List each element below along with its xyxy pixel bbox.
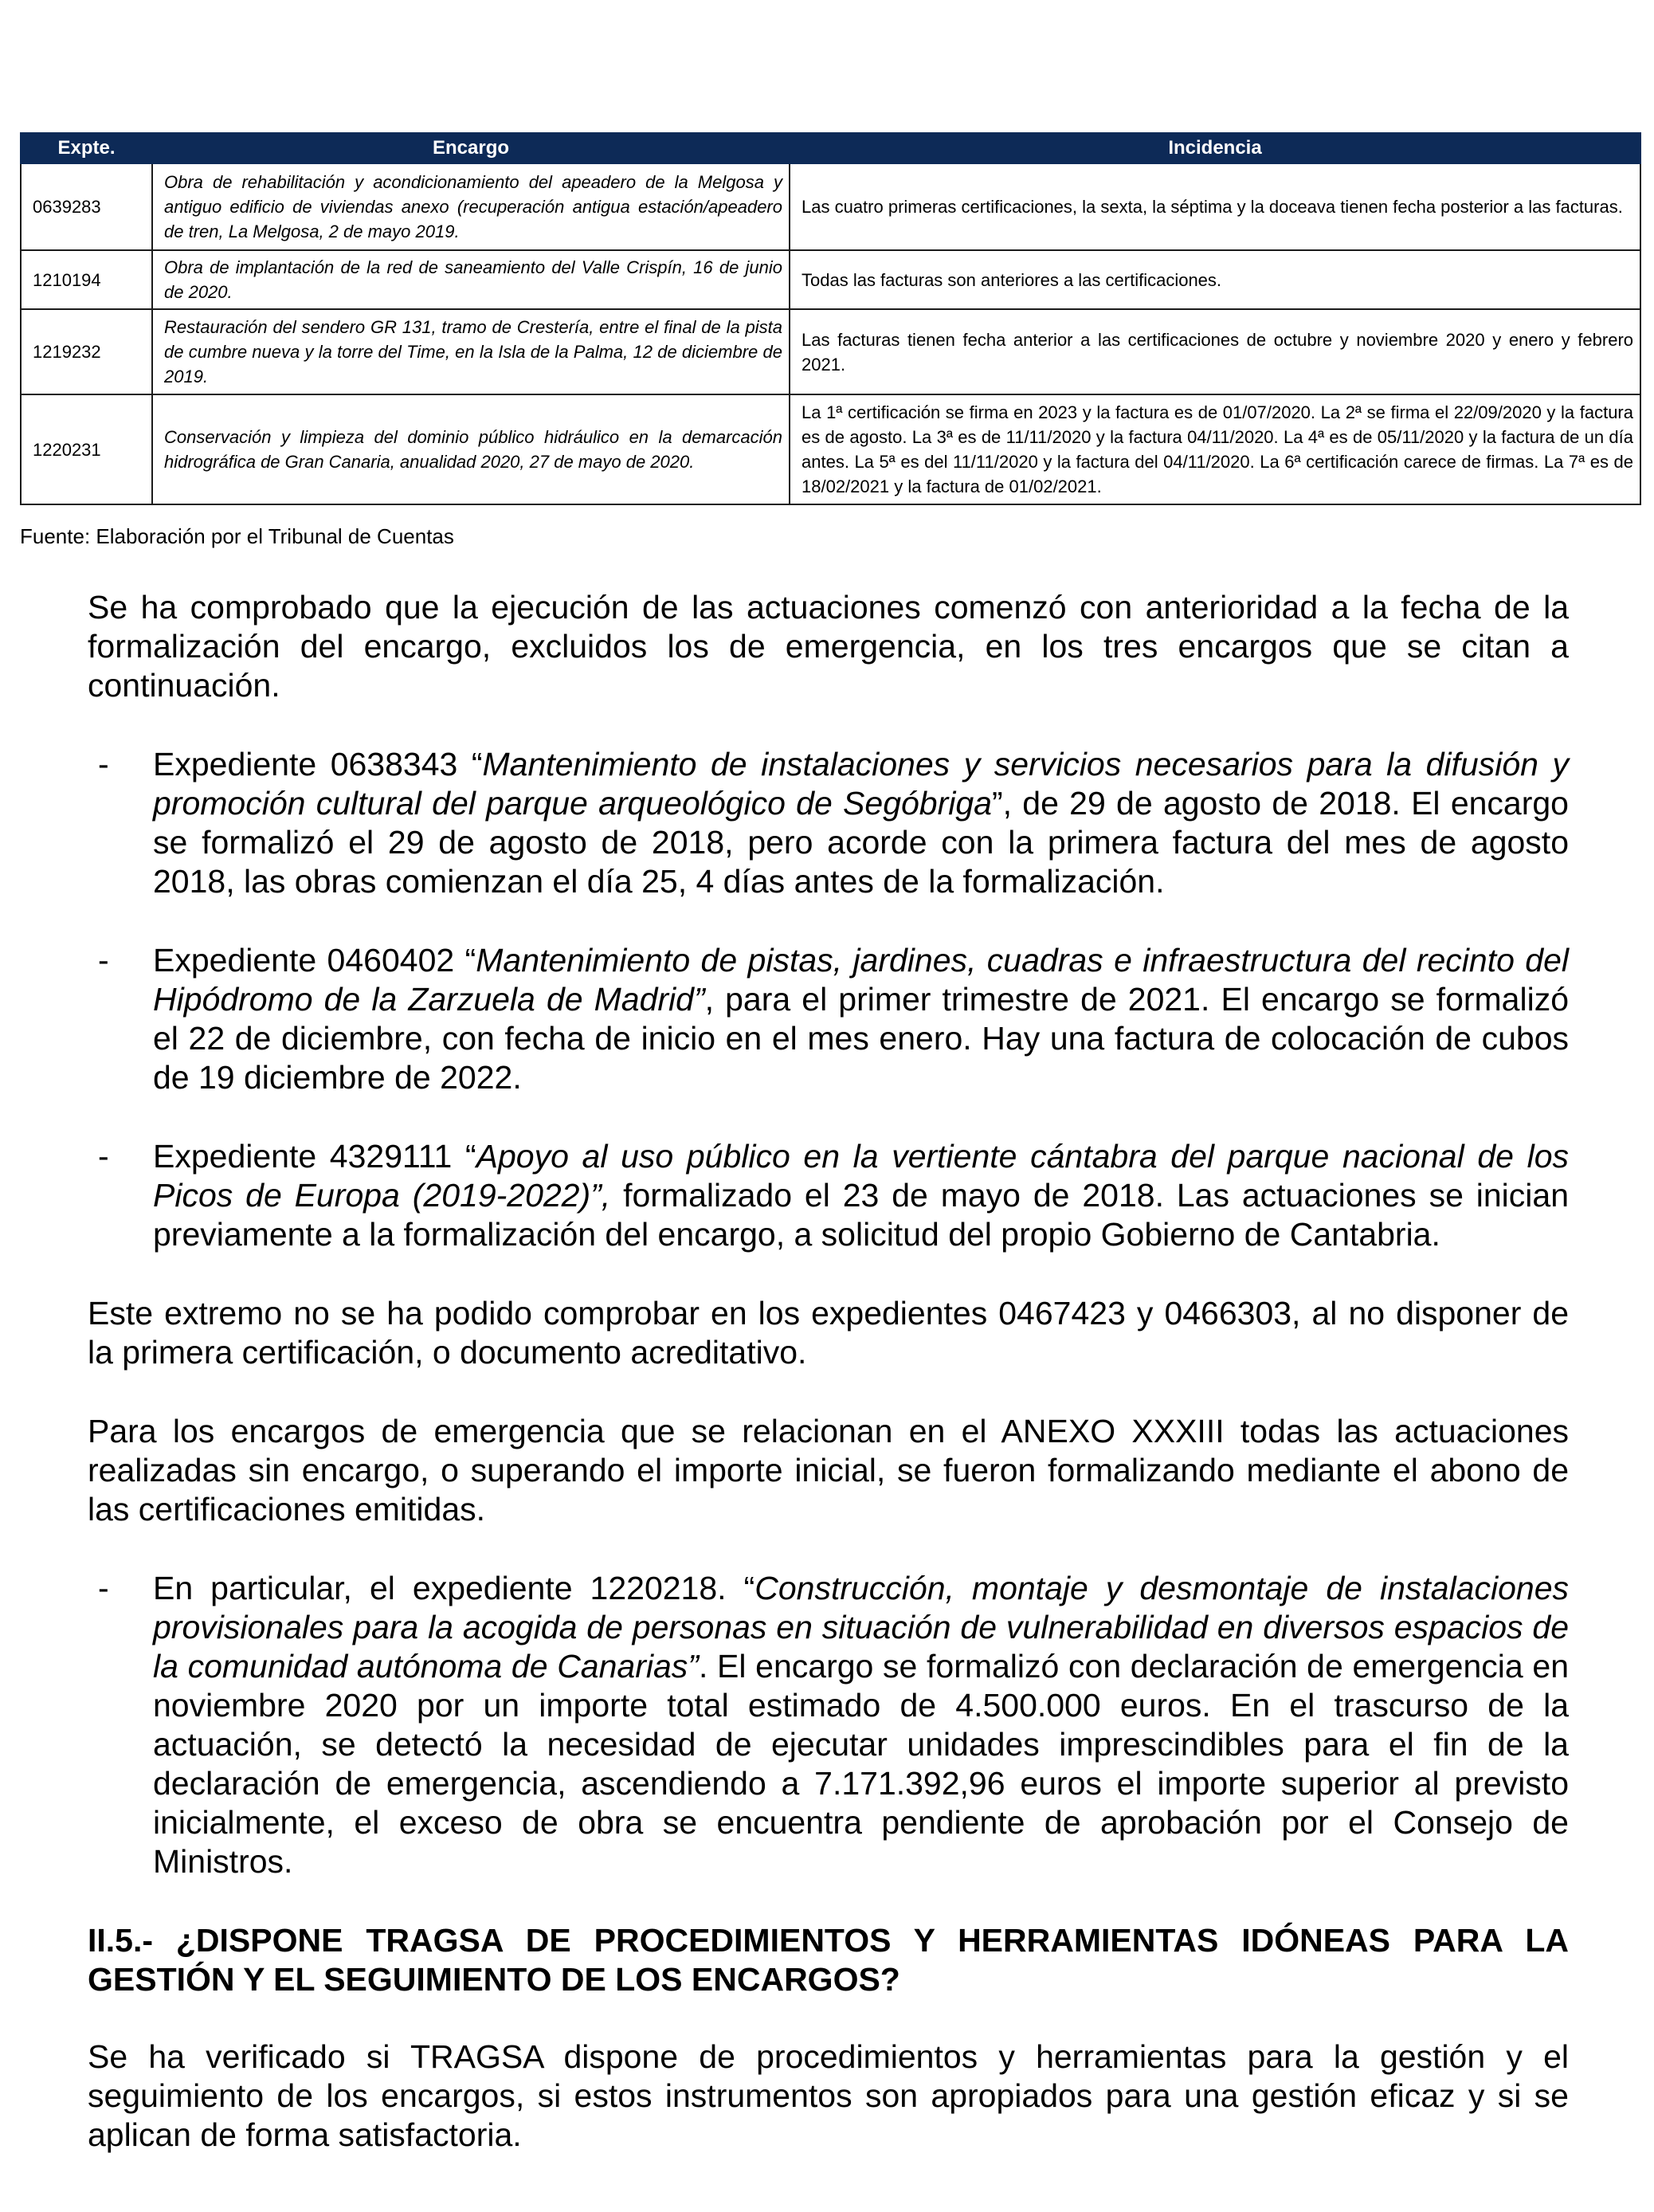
cell-incidencia: Las facturas tienen fecha anterior a las certificaciones de octubre y noviembre 2020 y enero y febrero 2021. — [790, 309, 1640, 394]
cell-encargo: Restauración del sendero GR 131, tramo de Crestería, entre el final de la pista de cumbre nueva y la torre del Time, en la Isla de la Palma, 12 de diciembre de 2019. — [152, 309, 790, 394]
bullet-dash: - — [98, 1570, 109, 1606]
header-encargo: Encargo — [152, 133, 790, 163]
bullet-text: Expediente 0638343 “ — [153, 746, 483, 782]
bullet-text: ”, de 29 de agosto de 2018. El encargo se formalizó el 29 de agosto de 2018, pero acorde con la primera factura del mes de agosto 2018, las obras comienzan el día 25, 4 días antes de la formalización. — [153, 785, 1569, 900]
bullet-item — [88, 1569, 1569, 1881]
cell-expte: 1210194 — [21, 250, 152, 309]
cell-expte: 1220231 — [21, 394, 152, 504]
paragraph: Se ha verificado si TRAGSA dispone de procedimientos y herramientas para la gestión y el seguimiento de los encargos, si estos instrumentos son apropiados para una gestión eficaz y si se aplican de forma satisfactoria. — [88, 2038, 1569, 2153]
section-heading: II.5.- ¿DISPONE TRAGSA DE PROCEDIMIENTOS Y HERRAMIENTAS IDÓNEAS PARA LA GESTIÓN Y EL SEGUIMIENTO DE LOS ENCARGOS? — [88, 1922, 1569, 1998]
table-row — [21, 163, 1640, 250]
cell-incidencia: Las cuatro primeras certificaciones, la sexta, la séptima y la doceava tienen fecha posterior a las facturas. — [790, 163, 1640, 250]
paragraph-intro: Se ha comprobado que la ejecución de las actuaciones comenzó con anterioridad a la fecha de la formalización del encargo, excluidos los de emergencia, en los tres encargos que se citan a continuación. — [88, 589, 1569, 704]
table-row — [21, 309, 1640, 394]
bullet-title: Construcción, montaje y desmontaje de instalaciones provisionales para la acogida de personas en situación de vulnerabilidad en diversos espacios de la comunidad autónoma de Canarias” — [153, 1570, 1569, 1684]
table-header-row — [21, 133, 1640, 163]
body-text — [88, 588, 1569, 2155]
cell-incidencia: Todas las facturas son anteriores a las certificaciones. — [790, 250, 1640, 309]
paragraph: Para los encargos de emergencia que se relacionan en el ANEXO XXXIII todas las actuaciones realizadas sin encargo, o superando el importe inicial, se fueron formalizando mediante el abono de las certificaciones emitidas. — [88, 1413, 1569, 1528]
cell-encargo: Obra de implantación de la red de saneamiento del Valle Crispín, 16 de junio de 2020. — [152, 250, 790, 309]
bullet-text: . El encargo se formalizó con declaración de emergencia en noviembre 2020 por un importe total estimado de 4.500.000 euros. En el trascurso de la actuación, se detectó la necesidad de ejecutar unidades imprescindibles para el fin de la declaración de emergencia, ascendiendo a 7.171.392,96 euros el importe superior al previsto inicialmente, el exceso de obra se encuentra pendiente de aprobación por el Consejo de Ministros. — [153, 1648, 1569, 1880]
cell-expte: 1219232 — [21, 309, 152, 394]
bullet-title: Apoyo al uso público en la vertiente cántabra del parque nacional de los Picos de Europa (2019-2022)”, — [153, 1138, 1569, 1214]
bullet-dash: - — [98, 746, 109, 782]
header-expte: Expte. — [21, 133, 152, 163]
bullet-item — [88, 941, 1569, 1097]
bullet-text: Expediente 4329111 “ — [153, 1138, 476, 1175]
bullet-text: Expediente 0460402 “ — [153, 942, 476, 979]
bullet-title: Mantenimiento de instalaciones y servicios necesarios para la difusión y promoción cultural del parque arqueológico de Segóbriga — [153, 746, 1569, 822]
table-source-note: Fuente: Elaboración por el Tribunal de Cuentas — [20, 524, 454, 548]
cell-expte: 0639283 — [21, 163, 152, 250]
bullet-dash: - — [98, 1138, 109, 1175]
header-incidencia: Incidencia — [790, 133, 1640, 163]
incidents-table — [20, 132, 1641, 505]
bullet-item — [88, 1137, 1569, 1254]
cell-incidencia: La 1ª certificación se firma en 2023 y la factura es de 01/07/2020. La 2ª se firma el 22/09/2020 y la factura es de agosto. La 3ª es de 11/11/2020 y la factura 04/11/2020. La 4ª es de 05/11/2020 y la factura de un día antes. La 5ª es del 11/11/2020 y la factura del 04/11/2020. La 6ª certificación carece de firmas. La 7ª es de 18/02/2021 y la factura de 01/02/2021. — [790, 394, 1640, 504]
cell-encargo: Conservación y limpieza del dominio público hidráulico en la demarcación hidrográfica de Gran Canaria, anualidad 2020, 27 de mayo de 2020. — [152, 394, 790, 504]
cell-encargo: Obra de rehabilitación y acondicionamiento del apeadero de la Melgosa y antiguo edificio de viviendas anexo (recuperación antigua estación/apeadero de tren, La Melgosa, 2 de mayo 2019. — [152, 163, 790, 250]
bullet-item — [88, 745, 1569, 901]
bullet-text: En particular, el expediente 1220218. “ — [153, 1570, 755, 1606]
bullet-dash: - — [98, 942, 109, 979]
paragraph: Este extremo no se ha podido comprobar en los expedientes 0467423 y 0466303, al no disponer de la primera certificación, o documento acreditativo. — [88, 1295, 1569, 1371]
table-row — [21, 250, 1640, 309]
bullet-title: Mantenimiento de pistas, jardines, cuadras e infraestructura del recinto del Hipódromo de la Zarzuela de Madrid” — [153, 942, 1569, 1018]
bullet-text: , para el primer trimestre de 2021. El encargo se formalizó el 22 de diciembre, con fecha de inicio en el mes enero. Hay una factura de colocación de cubos de 19 diciembre de 2022. — [153, 981, 1569, 1096]
bullet-text: formalizado el 23 de mayo de 2018. Las actuaciones se inician previamente a la formalización del encargo, a solicitud del propio Gobierno de Cantabria. — [153, 1177, 1570, 1253]
table-row — [21, 394, 1640, 504]
